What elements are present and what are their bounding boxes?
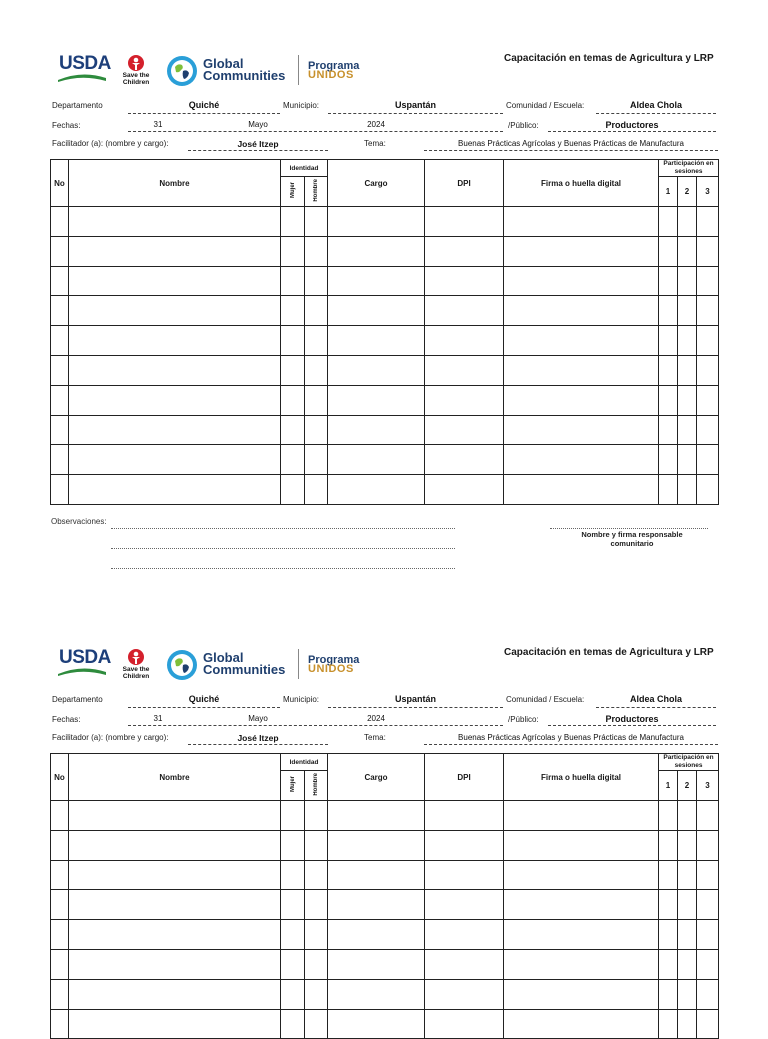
col-participacion-header: Participación en sesiones [659, 160, 719, 177]
table-row[interactable] [51, 207, 719, 237]
usda-swoosh-icon [58, 666, 106, 676]
signature-label: Nombre y firma responsable comunitario [581, 530, 683, 548]
fecha-dia: 31 [153, 120, 163, 129]
usda-swoosh-icon [58, 72, 106, 82]
table-row[interactable] [51, 801, 719, 831]
observaciones-line-2[interactable] [111, 548, 455, 549]
save-the-children-icon [127, 648, 145, 666]
usda-logo: USDA [59, 647, 111, 668]
tema-value: Buenas Prácticas Agrícolas y Buenas Prácticas de Manufactura [458, 733, 684, 742]
col-dpi-header: DPI [425, 754, 504, 801]
fechas-line [128, 131, 503, 132]
publico-value: Productores [605, 120, 659, 130]
table-row[interactable] [51, 979, 719, 1009]
observaciones-line-3[interactable] [111, 568, 455, 569]
attendance-table [50, 753, 719, 1039]
mujer-label: Mujer [289, 776, 296, 793]
table-row[interactable] [51, 949, 719, 979]
comunidad-label: Comunidad / Escuela: [506, 695, 585, 704]
unidos-label: UNIDOS [308, 663, 354, 675]
observaciones-line-1[interactable] [111, 528, 455, 529]
departamento-label: Departamento [52, 101, 103, 110]
comunidad-line [596, 707, 716, 708]
signature-line[interactable] [550, 528, 708, 529]
col-identidad-header: Identidad [281, 754, 328, 771]
attendance-table [50, 159, 719, 505]
departamento-line [128, 707, 280, 708]
tema-label: Tema: [364, 733, 386, 742]
document-title: Capacitación en temas de Agricultura y LRP [504, 647, 714, 658]
col-hombre-header [305, 771, 328, 801]
publico-value: Productores [605, 714, 659, 724]
col-no-header: No [51, 754, 69, 801]
comunidad-value: Aldea Chola [629, 100, 682, 110]
table-row[interactable] [51, 860, 719, 890]
facilitador-value: José Itzep [237, 733, 279, 743]
logo-divider [298, 649, 299, 679]
municipio-value: Uspantán [394, 100, 436, 110]
col-hombre-header [305, 177, 328, 207]
observaciones-label: Observaciones: [51, 517, 107, 526]
fecha-mes: Mayo [248, 714, 268, 723]
attendance-form-2 [0, 594, 768, 1024]
departamento-label: Departamento [52, 695, 103, 704]
col-dpi-header: DPI [425, 160, 504, 207]
col-participacion-header: Participación en sesiones [659, 754, 719, 771]
table-row[interactable] [51, 266, 719, 296]
fechas-line [128, 725, 503, 726]
save-the-children-logo: Save the Children [122, 72, 150, 86]
col-cargo-header: Cargo [328, 754, 425, 801]
publico-line [548, 131, 716, 132]
tema-value: Buenas Prácticas Agrícolas y Buenas Prácticas de Manufactura [458, 139, 684, 148]
departamento-line [128, 113, 280, 114]
save-the-children-icon [127, 54, 145, 72]
table-row[interactable] [51, 415, 719, 445]
col-cargo-header: Cargo [328, 160, 425, 207]
comunidad-line [596, 113, 716, 114]
tema-label: Tema: [364, 139, 386, 148]
publico-label: /Público: [508, 715, 539, 724]
col-session-3-header: 3 [697, 771, 719, 801]
municipio-label: Municipio: [283, 695, 320, 704]
col-session-1-header: 1 [659, 771, 678, 801]
col-no-header: No [51, 160, 69, 207]
publico-label: /Público: [508, 121, 539, 130]
table-row[interactable] [51, 475, 719, 505]
municipio-label: Municipio: [283, 101, 320, 110]
unidos-label: UNIDOS [308, 69, 354, 81]
fecha-dia: 31 [153, 714, 163, 723]
fecha-mes: Mayo [248, 120, 268, 129]
global-communities-logo [203, 652, 285, 676]
col-session-3-header: 3 [697, 177, 719, 207]
table-row[interactable] [51, 890, 719, 920]
facilitador-line [188, 150, 328, 151]
global-communities-line1: Global [203, 650, 244, 665]
col-session-1-header: 1 [659, 177, 678, 207]
table-row[interactable] [51, 920, 719, 950]
table-row[interactable] [51, 236, 719, 266]
table-row[interactable] [51, 830, 719, 860]
logo-divider [298, 55, 299, 85]
mujer-label: Mujer [289, 182, 296, 199]
save-the-children-logo: Save the Children [122, 666, 150, 680]
globe-icon [166, 649, 198, 681]
table-row[interactable] [51, 385, 719, 415]
fecha-anio: 2024 [367, 714, 385, 723]
facilitador-label: Facilitador (a): (nombre y cargo): [52, 139, 169, 148]
col-firma-header: Firma o huella digital [504, 160, 659, 207]
table-row[interactable] [51, 296, 719, 326]
global-communities-line2: Communities [203, 68, 286, 83]
col-mujer-header [281, 177, 305, 207]
municipio-value: Uspantán [394, 694, 436, 704]
col-nombre-header: Nombre [69, 160, 281, 207]
municipio-line [328, 113, 503, 114]
col-mujer-header [281, 771, 305, 801]
col-identidad-header: Identidad [281, 160, 328, 177]
fecha-anio: 2024 [367, 120, 385, 129]
usda-logo: USDA [59, 53, 111, 74]
globe-icon [166, 55, 198, 87]
table-row[interactable] [51, 445, 719, 475]
global-communities-logo [203, 58, 285, 82]
programa-label: Programa [308, 654, 360, 666]
facilitador-line [188, 744, 328, 745]
departamento-value: Quiché [188, 100, 220, 110]
global-communities-line2: Communities [203, 662, 286, 677]
comunidad-label: Comunidad / Escuela: [506, 101, 585, 110]
programa-label: Programa [308, 60, 360, 72]
table-row[interactable] [51, 355, 719, 385]
facilitador-value: José Itzep [237, 139, 279, 149]
hombre-label: Hombre [313, 179, 319, 202]
col-session-2-header: 2 [678, 177, 697, 207]
global-communities-line1: Global [203, 56, 244, 71]
document-title: Capacitación en temas de Agricultura y LRP [504, 53, 714, 64]
publico-line [548, 725, 716, 726]
departamento-value: Quiché [188, 694, 220, 704]
table-row[interactable] [51, 326, 719, 356]
municipio-line [328, 707, 503, 708]
col-firma-header: Firma o huella digital [504, 754, 659, 801]
comunidad-value: Aldea Chola [629, 694, 682, 704]
col-nombre-header: Nombre [69, 754, 281, 801]
tema-line [424, 744, 718, 745]
fechas-label: Fechas: [52, 121, 81, 130]
fechas-label: Fechas: [52, 715, 81, 724]
tema-line [424, 150, 718, 151]
facilitador-label: Facilitador (a): (nombre y cargo): [52, 733, 169, 742]
col-session-2-header: 2 [678, 771, 697, 801]
hombre-label: Hombre [313, 773, 319, 796]
